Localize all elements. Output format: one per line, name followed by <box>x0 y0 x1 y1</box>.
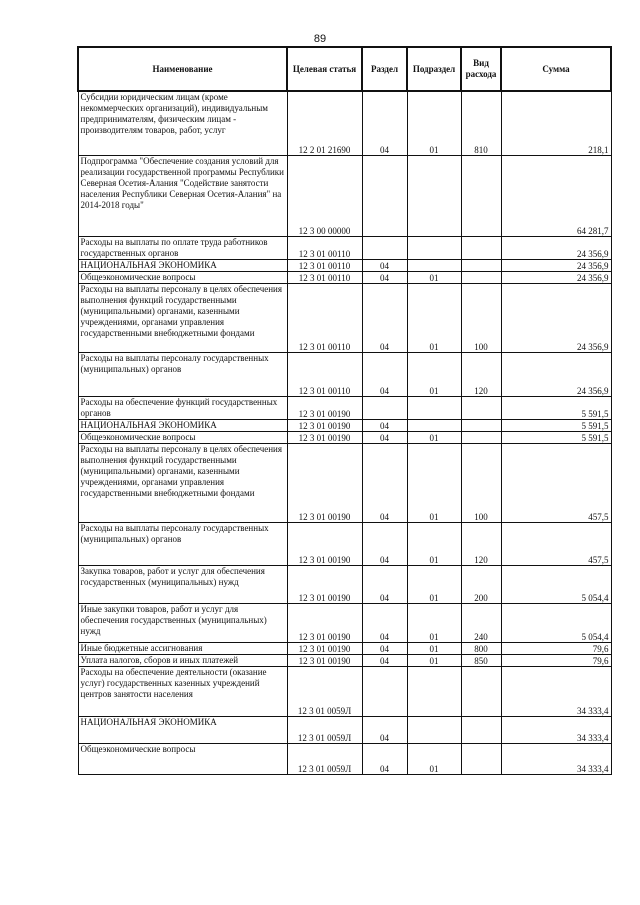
cell-expense-type <box>461 396 501 419</box>
table-row <box>78 352 611 396</box>
cell-section: 04 <box>362 431 407 443</box>
cell-expense-type <box>461 259 501 271</box>
cell-subsection: 01 <box>407 642 461 654</box>
cell-section: 04 <box>362 259 407 271</box>
cell-sum: 5 591,5 <box>501 419 611 431</box>
cell-section <box>362 236 407 259</box>
cell-target-article: 12 3 01 00190 <box>287 603 362 642</box>
cell-section: 04 <box>362 443 407 522</box>
table-row <box>78 419 611 431</box>
cell-sum: 64 281,7 <box>501 155 611 236</box>
table-row <box>78 396 611 419</box>
cell-name: НАЦИОНАЛЬНАЯ ЭКОНОМИКА <box>78 419 287 431</box>
cell-subsection <box>407 259 461 271</box>
cell-section: 04 <box>362 642 407 654</box>
cell-section: 04 <box>362 565 407 603</box>
cell-target-article: 12 3 01 00190 <box>287 443 362 522</box>
cell-expense-type: 100 <box>461 283 501 352</box>
cell-sum: 5 591,5 <box>501 431 611 443</box>
cell-subsection <box>407 419 461 431</box>
cell-name: Подпрограмма "Обеспечение создания условий для реализации государственной программы Республики Северная Осетия-Алания "Содействие занятости населения Республики Северная Осетия-Алания" на 2014-2018 годы" <box>78 155 287 236</box>
cell-target-article: 12 3 01 00190 <box>287 396 362 419</box>
cell-target-article: 12 3 01 00110 <box>287 259 362 271</box>
cell-sum: 5 054,4 <box>501 565 611 603</box>
cell-expense-type <box>461 431 501 443</box>
table-body <box>78 91 611 774</box>
cell-name: Уплата налогов, сборов и иных платежей <box>78 654 287 666</box>
cell-expense-type: 850 <box>461 654 501 666</box>
cell-target-article: 12 3 01 0059Л <box>287 716 362 743</box>
cell-section: 04 <box>362 743 407 774</box>
cell-section: 04 <box>362 283 407 352</box>
table-row <box>78 283 611 352</box>
cell-sum: 79,6 <box>501 654 611 666</box>
cell-target-article: 12 2 01 21690 <box>287 91 362 155</box>
cell-expense-type <box>461 236 501 259</box>
cell-expense-type <box>461 716 501 743</box>
table-row <box>78 716 611 743</box>
header-sum: Сумма <box>501 47 611 91</box>
table-row <box>78 642 611 654</box>
cell-section: 04 <box>362 716 407 743</box>
cell-subsection <box>407 396 461 419</box>
budget-table <box>77 46 612 775</box>
cell-expense-type: 800 <box>461 642 501 654</box>
table-row <box>78 443 611 522</box>
table-row <box>78 259 611 271</box>
table-row <box>78 236 611 259</box>
cell-target-article: 12 3 01 00110 <box>287 271 362 283</box>
cell-target-article: 12 3 01 00190 <box>287 522 362 565</box>
header-subsection: Подраздел <box>407 47 461 91</box>
cell-subsection: 01 <box>407 271 461 283</box>
cell-target-article: 12 3 01 00190 <box>287 419 362 431</box>
cell-name: Общеэкономические вопросы <box>78 743 287 774</box>
cell-sum: 24 356,9 <box>501 259 611 271</box>
cell-subsection: 01 <box>407 743 461 774</box>
cell-subsection: 01 <box>407 352 461 396</box>
table-row <box>78 565 611 603</box>
cell-section <box>362 666 407 716</box>
cell-subsection: 01 <box>407 654 461 666</box>
cell-section <box>362 155 407 236</box>
cell-subsection <box>407 716 461 743</box>
cell-subsection: 01 <box>407 283 461 352</box>
cell-name: НАЦИОНАЛЬНАЯ ЭКОНОМИКА <box>78 716 287 743</box>
header-name: Наименование <box>78 47 287 91</box>
cell-name: Общеэкономические вопросы <box>78 431 287 443</box>
table-row <box>78 666 611 716</box>
cell-expense-type: 120 <box>461 352 501 396</box>
cell-subsection <box>407 236 461 259</box>
cell-subsection <box>407 666 461 716</box>
table-row <box>78 271 611 283</box>
cell-subsection <box>407 155 461 236</box>
cell-target-article: 12 3 01 00110 <box>287 352 362 396</box>
table-row <box>78 91 611 155</box>
cell-name: Иные бюджетные ассигнования <box>78 642 287 654</box>
cell-expense-type <box>461 666 501 716</box>
cell-section: 04 <box>362 654 407 666</box>
cell-name: Общеэкономические вопросы <box>78 271 287 283</box>
cell-name: Иные закупки товаров, работ и услуг для обеспечения государственных (муниципальных) нужд <box>78 603 287 642</box>
cell-sum: 5 591,5 <box>501 396 611 419</box>
cell-target-article: 12 3 01 00190 <box>287 642 362 654</box>
cell-expense-type: 100 <box>461 443 501 522</box>
cell-sum: 24 356,9 <box>501 352 611 396</box>
cell-name: Расходы на выплаты персоналу в целях обеспечения выполнения функций государственными (муниципальными) органами, казенными учреждениями, органами управления государственными внебюджетными фондами <box>78 283 287 352</box>
cell-section: 04 <box>362 419 407 431</box>
page-number: 89 <box>313 33 327 45</box>
header-section: Раздел <box>362 47 407 91</box>
cell-subsection: 01 <box>407 603 461 642</box>
cell-subsection: 01 <box>407 91 461 155</box>
cell-name: Субсидии юридическим лицам (кроме некоммерческих организаций), индивидуальным предпринимателям, физическим лицам - производителям товаров, работ, услуг <box>78 91 287 155</box>
cell-sum: 24 356,9 <box>501 271 611 283</box>
cell-sum: 24 356,9 <box>501 283 611 352</box>
cell-sum: 457,5 <box>501 522 611 565</box>
cell-name: Расходы на обеспечение деятельности (оказание услуг) государственных казенных учреждений центров занятости населения <box>78 666 287 716</box>
cell-target-article: 12 3 01 00110 <box>287 283 362 352</box>
table-row <box>78 603 611 642</box>
cell-section: 04 <box>362 522 407 565</box>
cell-expense-type: 810 <box>461 91 501 155</box>
cell-subsection: 01 <box>407 565 461 603</box>
cell-section: 04 <box>362 271 407 283</box>
header-target-article: Целевая статья <box>287 47 362 91</box>
cell-sum: 34 333,4 <box>501 666 611 716</box>
table-row <box>78 431 611 443</box>
table-row <box>78 743 611 774</box>
cell-subsection: 01 <box>407 431 461 443</box>
cell-name: Расходы на выплаты по оплате труда работников государственных органов <box>78 236 287 259</box>
cell-name: Закупка товаров, работ и услуг для обеспечения государственных (муниципальных) нужд <box>78 565 287 603</box>
cell-target-article: 12 3 01 00110 <box>287 236 362 259</box>
cell-target-article: 12 3 01 00190 <box>287 654 362 666</box>
cell-section: 04 <box>362 91 407 155</box>
cell-sum: 457,5 <box>501 443 611 522</box>
header-expense-type: Вид расхода <box>461 47 501 91</box>
cell-expense-type: 240 <box>461 603 501 642</box>
cell-sum: 79,6 <box>501 642 611 654</box>
cell-target-article: 12 3 01 0059Л <box>287 743 362 774</box>
cell-target-article: 12 3 00 00000 <box>287 155 362 236</box>
cell-name: Расходы на выплаты персоналу государственных (муниципальных) органов <box>78 522 287 565</box>
cell-target-article: 12 3 01 00190 <box>287 565 362 603</box>
cell-subsection: 01 <box>407 443 461 522</box>
cell-section: 04 <box>362 352 407 396</box>
cell-expense-type <box>461 271 501 283</box>
cell-target-article: 12 3 01 00190 <box>287 431 362 443</box>
table-row <box>78 155 611 236</box>
cell-sum: 218,1 <box>501 91 611 155</box>
cell-expense-type: 120 <box>461 522 501 565</box>
cell-name: Расходы на выплаты персоналу в целях обеспечения выполнения функций государственными (муниципальными) органами, казенными учреждениями, органами управления государственными внебюджетными фондами <box>78 443 287 522</box>
table-header-row <box>78 47 611 91</box>
cell-target-article: 12 3 01 0059Л <box>287 666 362 716</box>
cell-sum: 34 333,4 <box>501 716 611 743</box>
table-row <box>78 522 611 565</box>
cell-name: Расходы на выплаты персоналу государственных (муниципальных) органов <box>78 352 287 396</box>
cell-section: 04 <box>362 603 407 642</box>
cell-expense-type <box>461 419 501 431</box>
cell-name: НАЦИОНАЛЬНАЯ ЭКОНОМИКА <box>78 259 287 271</box>
cell-expense-type: 200 <box>461 565 501 603</box>
cell-section <box>362 396 407 419</box>
table-row <box>78 654 611 666</box>
cell-sum: 5 054,4 <box>501 603 611 642</box>
cell-subsection: 01 <box>407 522 461 565</box>
cell-name: Расходы на обеспечение функций государственных органов <box>78 396 287 419</box>
cell-expense-type <box>461 155 501 236</box>
cell-sum: 24 356,9 <box>501 236 611 259</box>
cell-expense-type <box>461 743 501 774</box>
cell-sum: 34 333,4 <box>501 743 611 774</box>
